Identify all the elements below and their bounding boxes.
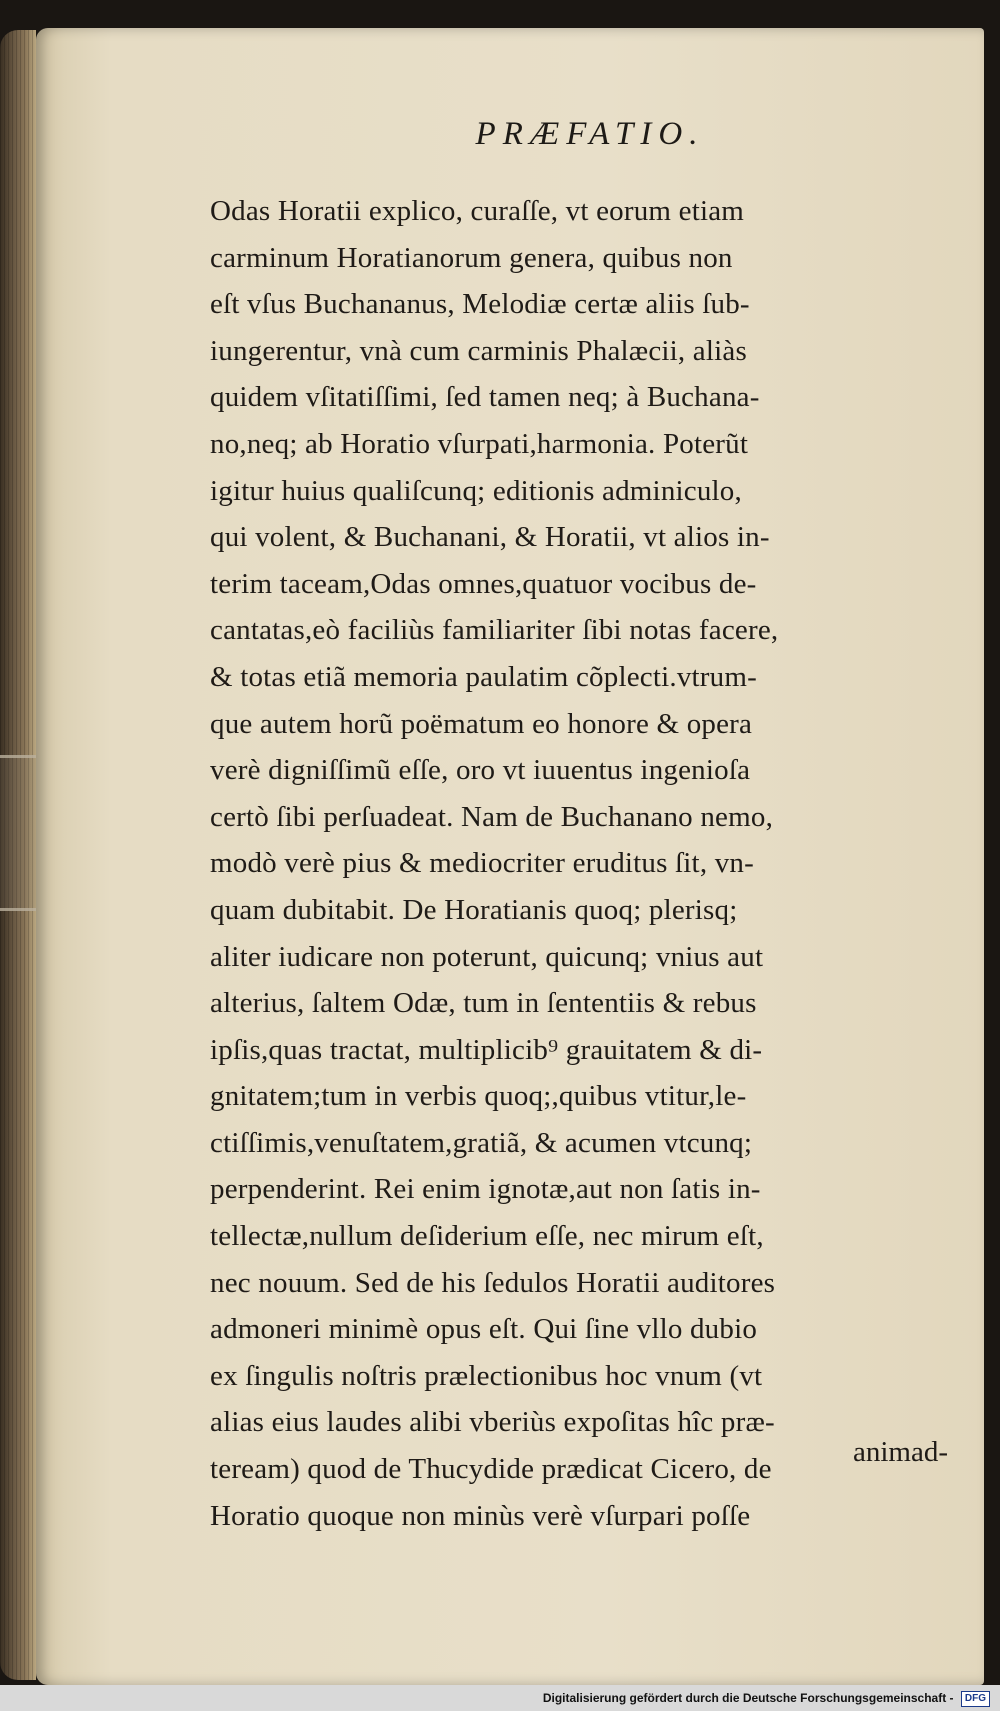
text-line: modò verè pius & mediocriter eruditus ſit, vn- [210,847,754,880]
text-line: terim taceam,Odas omnes,quatuor vocibus de- [210,567,757,600]
text-line: ipſis,quas tractat, multiplicib⁹ grauitatem & di- [210,1033,763,1066]
text-line: no,neq; ab Horatio vſurpati,harmonia. Poterũt [210,427,749,460]
text-line: que autem horũ poëmatum eo honore & opera [210,707,753,740]
body-text [210,188,990,1539]
text-line: igitur huius qualiſcunq; editionis adminiculo, [210,474,742,507]
text-line: admoneri minimè opus eſt. Qui ſine vllo dubio [210,1313,758,1346]
text-line: ex ſingulis noſtris prælectionibus hoc vnum (vt [210,1359,763,1392]
text-line: Odas Horatii explico, curaſſe, vt eorum etiam [210,195,745,227]
text-line: aliter iudicare non poterunt, quicunq; vnius aut [210,940,764,973]
text-line: eſt vſus Buchananus, Melodiæ certæ aliis ſub- [210,288,750,321]
running-header: PRÆFATIO. [475,116,705,152]
text-line: tellectæ,nullum deſiderium eſſe, nec mirum eſt, [210,1220,764,1253]
text-line: carminum Horatianorum genera, quibus non [210,241,733,274]
text-line: qui volent, & Buchanani, & Horatii, vt alios in- [210,521,770,554]
text-line: Horatio quoque non minùs verè vſurpari poſſe [210,1499,751,1532]
text-line: quidem vſitatiſſimi, ſed tamen neq; à Buchana- [210,381,760,414]
text-line: cantatas,eò faciliùs familiariter ſibi notas facere, [210,614,779,647]
text-line: & totas etiã memoria paulatim cõplecti.vtrum- [210,660,757,693]
catchword: animad- [852,1436,948,1468]
text-line: gnitatem;tum in verbis quoq;,quibus vtitur,le- [210,1080,747,1113]
text-line: nec nouum. Sed de his ſedulos Horatii auditores [210,1266,776,1299]
dfg-logo: DFG [961,1691,990,1707]
text-line: alterius, ſaltem Odæ, tum in ſententiis & rebus [210,987,757,1020]
text-line: quam dubitabit. De Horatianis quoq; plerisq; [210,893,738,926]
text-line: certò ſibi perſuadeat. Nam de Buchanano nemo, [210,800,774,833]
text-line: ctiſſimis,venuſtatem,gratiã, & acumen vtcunq; [210,1126,753,1159]
text-line: verè digniſſimũ eſſe, oro vt iuuentus ingenioſa [210,754,751,787]
digitization-credit: Digitalisierung gefördert durch die Deutsche Forschungsgemeinschaft - [542,1691,954,1705]
digitization-credit-bar [0,1685,1000,1711]
text-line: perpenderint. Rei enim ignotæ,aut non ſatis in- [210,1173,761,1206]
book-page [36,28,984,1685]
text-line: iungerentur, vnà cum carminis Phalæcii, aliàs [210,334,747,367]
text-line: alias eius laudes alibi vberiùs expoſitas hîc præ- [210,1406,775,1439]
text-line: teream) quod de Thucydide prædicat Cicero, de [210,1453,772,1486]
